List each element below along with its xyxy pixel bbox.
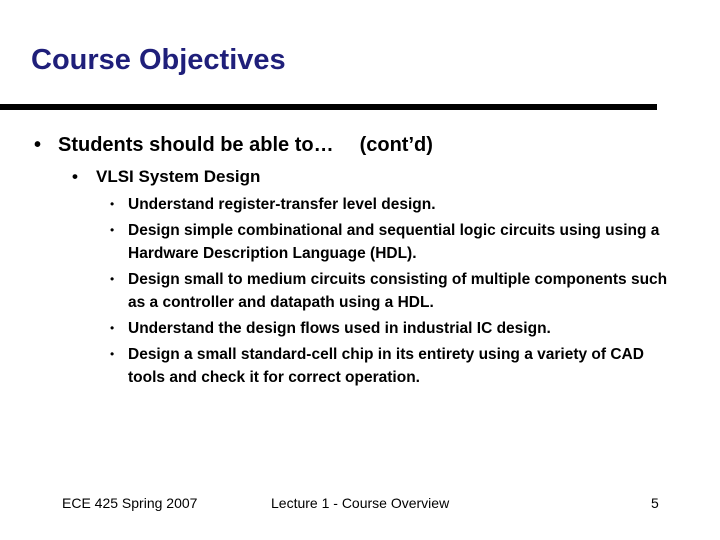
bullet-icon: •: [34, 134, 42, 156]
list-item: [110, 219, 680, 265]
title-rule: [0, 104, 657, 110]
footer-course: ECE 425 Spring 2007: [62, 495, 198, 511]
list-item: [110, 317, 680, 340]
bullet-dot-icon: •: [110, 197, 115, 211]
bullet-icon: •: [72, 167, 78, 186]
page-number: 5: [651, 495, 659, 511]
bullet-dot-icon: •: [110, 272, 115, 286]
slide-title: Course Objectives: [31, 44, 286, 76]
level1-cont-text: (cont’d): [359, 134, 433, 156]
bullet-dot-icon: •: [110, 347, 115, 361]
bullet-dot-icon: •: [110, 321, 115, 335]
level3-bullet-list: [110, 193, 680, 392]
list-item: [110, 343, 680, 389]
level1-text: Students should be able to…: [58, 134, 334, 156]
level2-text: VLSI System Design: [96, 167, 261, 186]
level1-bullet-item: [34, 134, 433, 157]
list-item-text: Understand register-transfer level design.: [128, 196, 436, 213]
bullet-dot-icon: •: [110, 223, 115, 237]
list-item-text: Design simple combinational and sequential logic circuits using using a Hardware Description Language (HDL).: [128, 222, 660, 262]
list-item: [110, 268, 680, 314]
list-item-text: Design small to medium circuits consisting of multiple components such as a controller and datapath using a HDL.: [128, 271, 668, 311]
list-item-text: Design a small standard-cell chip in its entirety using a variety of CAD tools and check it for correct operation.: [128, 346, 644, 386]
list-item: [110, 193, 680, 216]
footer-lecture-title: Lecture 1 - Course Overview: [271, 495, 450, 511]
level2-bullet-item: [72, 167, 260, 187]
list-item-text: Understand the design flows used in industrial IC design.: [128, 320, 551, 337]
